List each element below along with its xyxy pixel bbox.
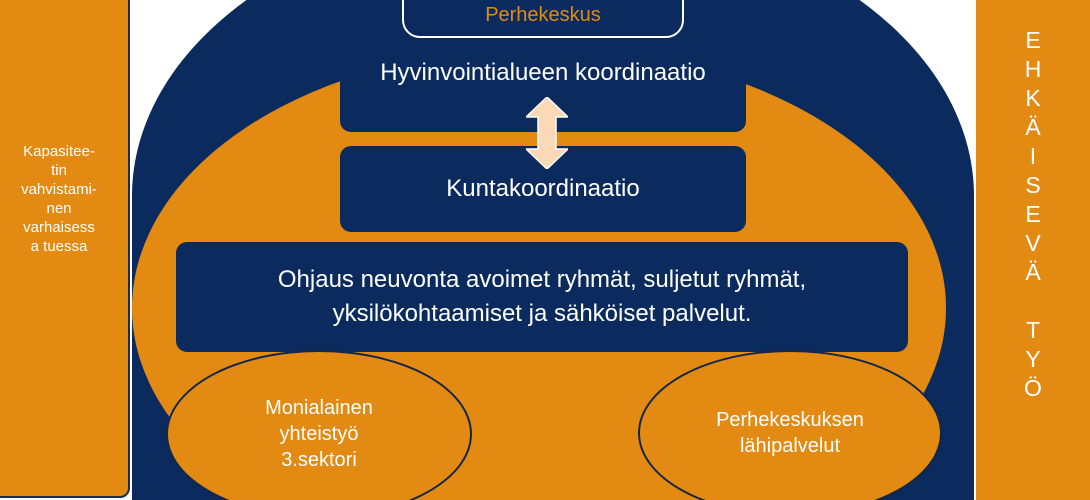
services-box: [176, 242, 908, 352]
regional-coordination-label: Hyvinvointialueen koordinaatio: [380, 59, 706, 86]
double-vertical-arrow-icon: [526, 97, 568, 169]
preventive-work-panel: [976, 0, 1090, 500]
capacity-building-panel: [0, 0, 130, 498]
municipal-coordination-label: Kuntakoordinaatio: [446, 175, 640, 202]
family-center-box: [402, 0, 684, 38]
capacity-building-label: Kapasitee- tin vahvistami- nen varhaisess a tuessa: [21, 143, 97, 255]
local-services-label: Perhekeskuksen lähipalvelut: [716, 409, 864, 457]
family-center-label: Perhekeskus: [485, 4, 601, 26]
services-label: Ohjaus neuvonta avoimet ryhmät, suljetut ryhmät, yksilökohtaamiset ja sähköiset palvelut.: [277, 266, 807, 327]
multidisciplinary-cooperation-label: Monialainen yhteistyö 3.sektori: [265, 397, 373, 471]
preventive-work-label: E H K Ä I S E V Ä T Y Ö: [1024, 27, 1042, 401]
